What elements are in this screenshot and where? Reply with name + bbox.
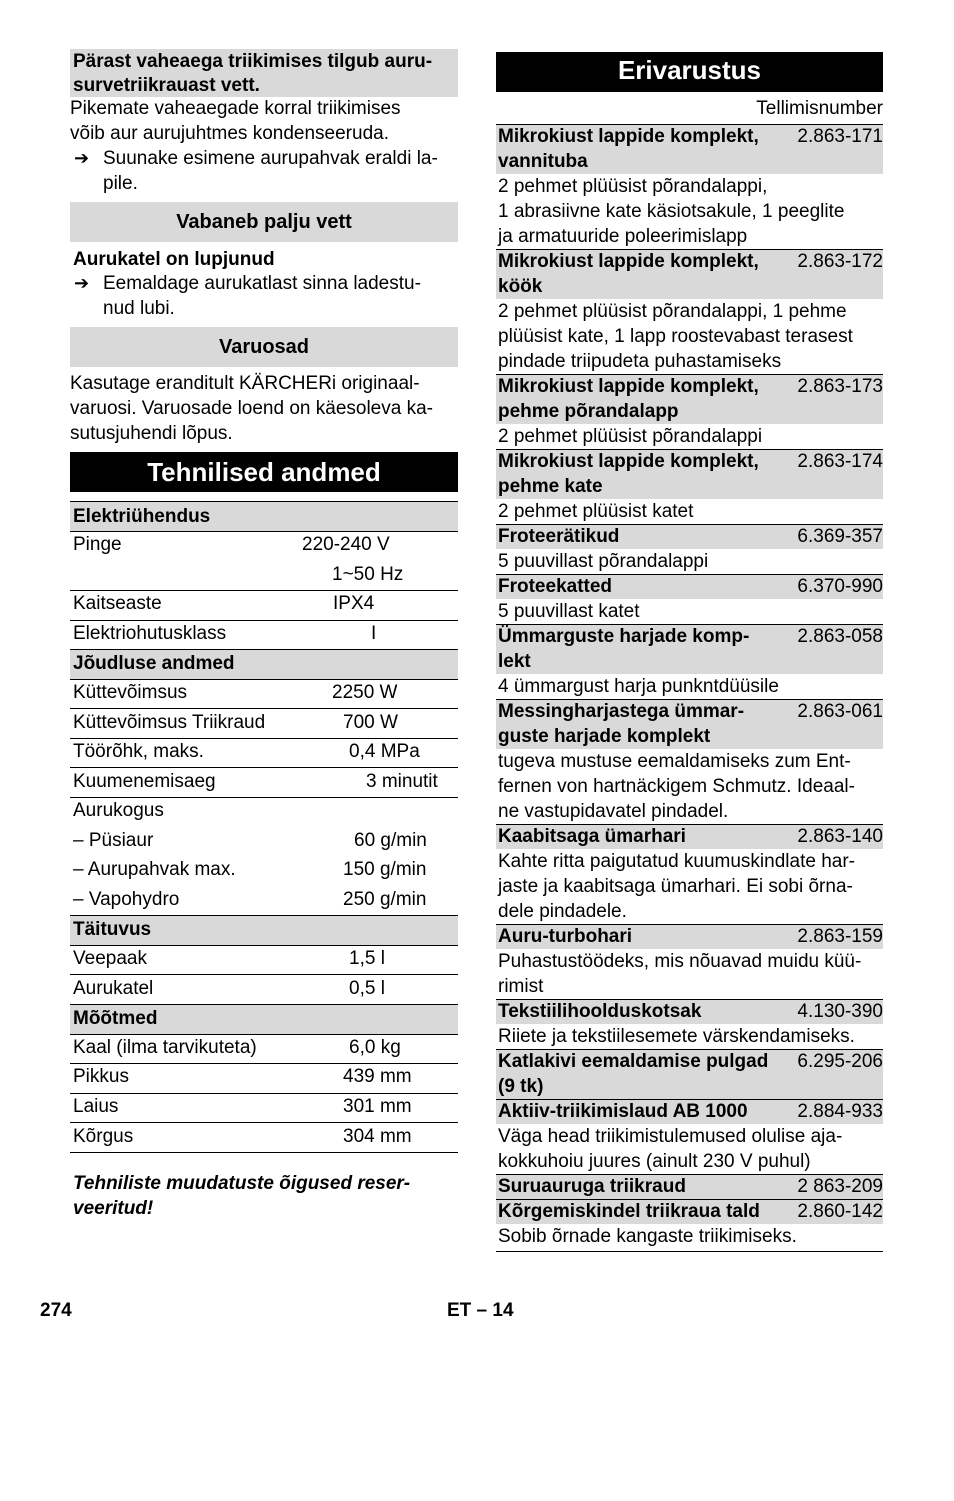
table-row-value: 0,5 l (349, 978, 385, 999)
accessory-name: Aktiiv-triikimislaud AB 1000 (498, 1101, 748, 1122)
accessory-item-header (496, 125, 883, 174)
accessory-item-header (496, 825, 883, 849)
table-section-mootmed (70, 1005, 458, 1034)
accessory-description: kokkuhoiu juures (ainult 230 V puhul) (498, 1151, 811, 1172)
accessory-name: lekt (498, 651, 531, 672)
accessory-description: Kahte ritta paigutatud kuumuskindlate har- (498, 851, 855, 872)
accessory-description: 4 ümmargust harja punkntdüüsile (498, 676, 779, 697)
table-row-label: Küttevõimsus Triikraud (73, 712, 266, 733)
accessory-code: 2.884-933 (797, 1101, 883, 1122)
accessories-title: Erivarustus (496, 52, 883, 92)
page-number: 274 (40, 1300, 72, 1321)
accessory-item-header (496, 575, 883, 599)
accessory-name: Mikrokiust lappide komplekt, (498, 126, 759, 147)
accessory-name: Mikrokiust lappide komplekt, (498, 451, 759, 472)
varuosad-text-line2: varuosi. Varuosade loend on käesoleva ka- (70, 398, 433, 419)
accessory-description: Sobib õrnade kangaste triikimiseks. (498, 1226, 797, 1247)
table-row-value: 304 mm (343, 1126, 412, 1147)
accessory-description: fernen von hartnäckigem Schmutz. Ideaal- (498, 776, 855, 797)
arrow-icon: ➔ (74, 148, 90, 168)
accessory-code: 6.369-357 (797, 526, 883, 547)
accessory-description: tugeva mustuse eemaldamiseks zum Ent- (498, 751, 851, 772)
accessory-code: 2.863-058 (797, 626, 883, 647)
accessory-description: 2 pehmet plüüsist katet (498, 501, 694, 522)
accessory-code: 2.863-171 (797, 126, 883, 147)
table-row-value: 0,4 MPa (349, 741, 420, 762)
accessory-description: plüüsist kate, 1 lapp roostevabast terasest (498, 326, 853, 347)
table-row-value: 700 W (343, 712, 398, 733)
accessory-name: (9 tk) (498, 1076, 544, 1097)
table-row-label: Kaitseaste (73, 593, 162, 614)
accessory-name: Katlakivi eemaldamise pulgad (498, 1051, 769, 1072)
aurukatel-action-line2: nud lubi. (103, 298, 175, 319)
table-row-label: Küttevõimsus (73, 682, 188, 703)
table-row-label: Laius (73, 1096, 119, 1117)
row-divider (496, 1251, 883, 1252)
accessory-name: pehme kate (498, 476, 603, 497)
accessory-item-header (496, 525, 883, 549)
accessory-description: 2 pehmet plüüsist põrandalappi, 1 pehme (498, 301, 847, 322)
table-row-value: 439 mm (343, 1066, 412, 1087)
accessory-item-header (496, 1000, 883, 1024)
accessory-item-header (496, 250, 883, 299)
table-row-value: 220-240 V (302, 534, 390, 555)
accessory-code: 2.863-173 (797, 376, 883, 397)
section-footer: ET – 14 (447, 1300, 514, 1321)
accessory-code: 2 863-209 (797, 1176, 883, 1197)
table-row-label: Aurukogus (73, 800, 164, 821)
accessory-name: Tekstiilihoolduskotsak (498, 1001, 702, 1022)
table-row-value: 60 g/min (354, 830, 427, 851)
table-section-label: Mõõtmed (73, 1008, 158, 1029)
accessory-code: 2.863-159 (797, 926, 883, 947)
accessory-name: Mikrokiust lappide komplekt, (498, 376, 759, 397)
table-row-label: Kõrgus (73, 1126, 134, 1147)
table-row-value: 6,0 kg (349, 1037, 401, 1058)
accessory-description: 1 abrasiivne kate käsiotsakule, 1 peeglite (498, 201, 845, 222)
section-heading-vabaneb: Vabaneb palju vett (70, 202, 458, 242)
accessory-item-header (496, 375, 883, 424)
warning-text-line2: võib aur aurujuhtmes kondenseeruda. (70, 123, 389, 144)
accessory-item-header (496, 1050, 883, 1099)
table-section-label: Täituvus (73, 919, 152, 940)
accessory-item-header (496, 925, 883, 949)
accessory-description: ja armatuuride poleerimislapp (498, 226, 748, 247)
varuosad-text-line1: Kasutage eranditult KÄRCHERi originaal- (70, 373, 420, 394)
accessory-code: 2.863-061 (797, 701, 883, 722)
accessory-name: vannituba (498, 151, 588, 172)
warning-action-line1: Suunake esimene aurupahvak eraldi la- (103, 148, 438, 169)
accessory-code: 2.860-142 (797, 1201, 883, 1222)
table-row-value: 1,5 l (349, 948, 385, 969)
accessory-item-header (496, 1175, 883, 1199)
table-row-value: 2250 W (332, 682, 398, 703)
accessory-name: Kaabitsaga ümarhari (498, 826, 686, 847)
table-section-label: Jõudluse andmed (73, 653, 235, 674)
accessory-description: 2 pehmet plüüsist põrandalappi (498, 426, 763, 447)
accessory-description: ne vastupidavatel pindadel. (498, 801, 729, 822)
table-section-elektri (70, 502, 458, 531)
accessory-item-header (496, 450, 883, 499)
table-row-label: – Püsiaur (73, 830, 154, 851)
warning-text-line1: Pikemate vaheaegade korral triikimises (70, 98, 401, 119)
reserve-note-line1: Tehniliste muudatuste õigused reser- (73, 1173, 411, 1194)
table-row-value: 1~50 Hz (332, 564, 404, 585)
accessory-name: Suruauruga triikraud (498, 1176, 686, 1197)
warning-heading-line2: survetriikrauast vett. (73, 75, 260, 96)
varuosad-text-line3: sutusjuhendi lõpus. (70, 423, 233, 444)
table-row-label: – Vapohydro (73, 889, 180, 910)
table-row-label: Kuumenemisaeg (73, 771, 216, 792)
accessory-name: Ümmarguste harjade komp- (498, 626, 750, 647)
accessory-item-header (496, 700, 883, 749)
accessory-item-header (496, 1200, 883, 1224)
table-row-label: Töörõhk, maks. (73, 741, 204, 762)
reserve-note-line2: veeritud! (73, 1198, 154, 1219)
accessory-code: 2.863-172 (797, 251, 883, 272)
accessory-description: Puhastustöödeks, mis nõuavad muidu küü- (498, 951, 862, 972)
table-row-label: Kaal (ilma tarvikuteta) (73, 1037, 257, 1058)
table-section-joudlus (70, 650, 458, 679)
accessory-item-header (496, 1100, 883, 1124)
section-heading-varuosad: Varuosad (70, 327, 458, 367)
table-row-value: 3 minutit (366, 771, 438, 792)
table-row-label: – Aurupahvak max. (73, 859, 236, 880)
accessory-code: 6.295-206 (797, 1051, 883, 1072)
table-row-label: Elektriohutusklass (73, 623, 227, 644)
accessory-name: guste harjade komplekt (498, 726, 711, 747)
aurukatel-action-line1: Eemaldage aurukatlast sinna ladestu- (103, 273, 421, 294)
accessory-item-header (496, 625, 883, 674)
arrow-icon: ➔ (74, 273, 90, 293)
table-row-label: Pikkus (73, 1066, 129, 1087)
accessory-description: pindade triipudeta puhastamiseks (498, 351, 782, 372)
accessory-description: rimist (498, 976, 544, 997)
accessory-name: Messingharjastega ümmar- (498, 701, 745, 722)
accessory-description: dele pindadele. (498, 901, 627, 922)
tech-data-table (70, 501, 458, 1501)
accessory-description: 5 puuvillast katet (498, 601, 640, 622)
accessory-name: Froteerätikud (498, 526, 620, 547)
table-row-label: Veepaak (73, 948, 147, 969)
table-row-value: I (371, 623, 377, 644)
table-section-label: Elektriühendus (73, 506, 211, 527)
accessory-code: 2.863-140 (797, 826, 883, 847)
accessory-name: Auru-turbohari (498, 926, 633, 947)
accessory-description: 5 puuvillast põrandalappi (498, 551, 709, 572)
table-section-taituvus (70, 916, 458, 945)
warning-heading-line1: Pärast vaheaega triikimises tilgub auru- (73, 51, 433, 72)
warning-heading-box (70, 49, 458, 97)
accessories-list (496, 124, 883, 1254)
aurukatel-heading: Aurukatel on lupjunud (73, 249, 275, 270)
accessory-code: 2.863-174 (797, 451, 883, 472)
accessory-code: 6.370-990 (797, 576, 883, 597)
accessory-code: 4.130-390 (797, 1001, 883, 1022)
table-row-value: 301 mm (343, 1096, 412, 1117)
accessory-description: 2 pehmet plüüsist põrandalappi, (498, 176, 768, 197)
order-number-label: Tellimisnumber (756, 98, 883, 119)
tech-data-title: Tehnilised andmed (70, 452, 458, 492)
accessory-name: Mikrokiust lappide komplekt, (498, 251, 759, 272)
table-row-value: 250 g/min (343, 889, 427, 910)
accessory-name: Kõrgemiskindel triikraua tald (498, 1201, 760, 1222)
table-row-label: Pinge (73, 534, 122, 555)
table-row-value: IPX4 (333, 593, 375, 614)
table-row-label: Aurukatel (73, 978, 154, 999)
accessory-name: köök (498, 276, 543, 297)
accessory-description: Väga head triikimistulemused olulise aja- (498, 1126, 843, 1147)
accessory-name: pehme põrandalapp (498, 401, 679, 422)
warning-action-line2: pile. (103, 173, 138, 194)
table-row-value: 150 g/min (343, 859, 427, 880)
accessory-name: Froteekatted (498, 576, 613, 597)
accessory-description: Riiete ja tekstiilesemete värskendamiseks. (498, 1026, 855, 1047)
accessory-description: jaste ja kaabitsaga ümarhari. Ei sobi õrna- (498, 876, 853, 897)
